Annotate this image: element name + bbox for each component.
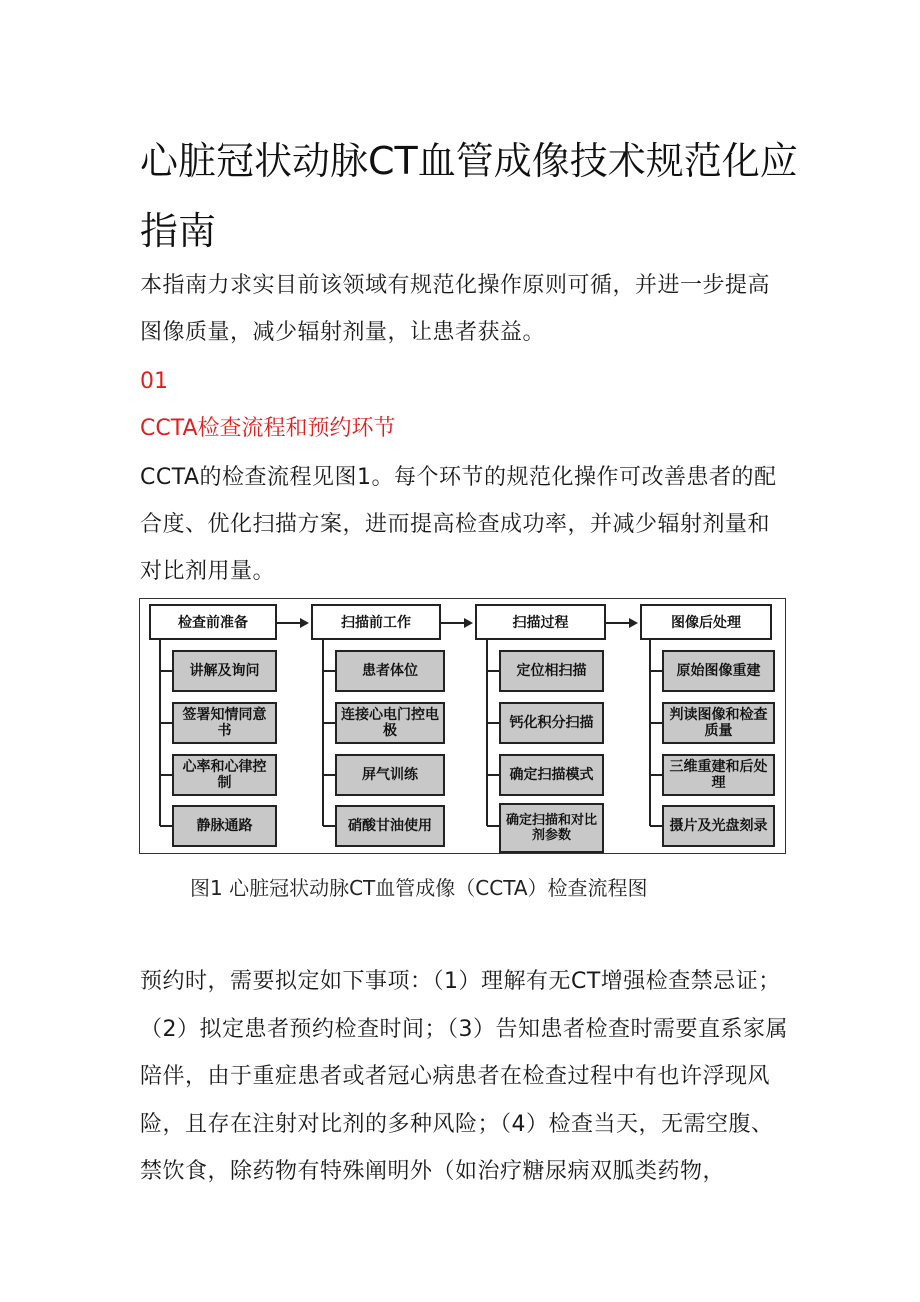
page-title: 心脏冠状动脉CT血管成像技术规范化应指南 bbox=[140, 139, 798, 253]
section-number: 01 bbox=[140, 369, 168, 394]
flow-step: 原始图像重建 bbox=[662, 650, 775, 692]
flow-step: 确定扫描和对比剂参数 bbox=[499, 803, 604, 853]
body-paragraph-2: 预约时，需要拟定如下事项：（1）理解有无CT增强检查禁忌证；（2）拟定患者预约检查时间；（3）告知患者检查时需要直系家属陪伴，由于重症患者或者冠心病患者在检查过程中有也许浮现风险，且存在注射对比剂的多种风险；（4）检查当天，无需空腹、禁饮食，除药物有特殊阐明外（如治疗糖尿病双胍类药物， bbox=[140, 969, 788, 1184]
flow-step: 患者体位 bbox=[335, 650, 445, 692]
flowchart-figure bbox=[139, 598, 786, 854]
flow-header-1: 检查前准备 bbox=[149, 604, 277, 640]
flow-step: 确定扫描模式 bbox=[499, 754, 604, 796]
body-paragraph-1: CCTA的检查流程见图1。每个环节的规范化操作可改善患者的配合度、优化扫描方案，进而提高检查成功率，并减少辐射剂量和对比剂用量。 bbox=[140, 465, 777, 584]
flow-step: 签署知情同意书 bbox=[172, 702, 277, 744]
flow-step: 心率和心律控制 bbox=[172, 754, 277, 796]
intro-paragraph: 本指南力求实目前该领域有规范化操作原则可循，并进一步提高图像质量，减少辐射剂量，让患者获益。 bbox=[140, 273, 771, 345]
flow-step: 静脉通路 bbox=[172, 805, 277, 847]
flow-step: 钙化积分扫描 bbox=[499, 702, 604, 744]
flow-step: 判读图像和检查质量 bbox=[662, 702, 775, 744]
flow-step: 三维重建和后处理 bbox=[662, 754, 775, 796]
flow-step: 摄片及光盘刻录 bbox=[662, 805, 775, 847]
flow-step: 讲解及询问 bbox=[172, 650, 277, 692]
arrow-head bbox=[629, 618, 638, 628]
flow-step: 定位相扫描 bbox=[499, 650, 604, 692]
section-heading: CCTA检查流程和预约环节 bbox=[140, 416, 396, 441]
flow-step: 屏气训练 bbox=[335, 754, 445, 796]
flow-step: 连接心电门控电极 bbox=[335, 702, 445, 744]
flow-header-4: 图像后处理 bbox=[640, 604, 772, 640]
flow-header-3: 扫描过程 bbox=[475, 604, 606, 640]
figure-caption: 图1 心脏冠状动脉CT血管成像（CCTA）检查流程图 bbox=[190, 876, 648, 900]
flow-header-2: 扫描前工作 bbox=[311, 604, 441, 640]
arrow-head bbox=[300, 618, 309, 628]
arrow-head bbox=[464, 618, 473, 628]
flow-step: 硝酸甘油使用 bbox=[335, 805, 445, 847]
